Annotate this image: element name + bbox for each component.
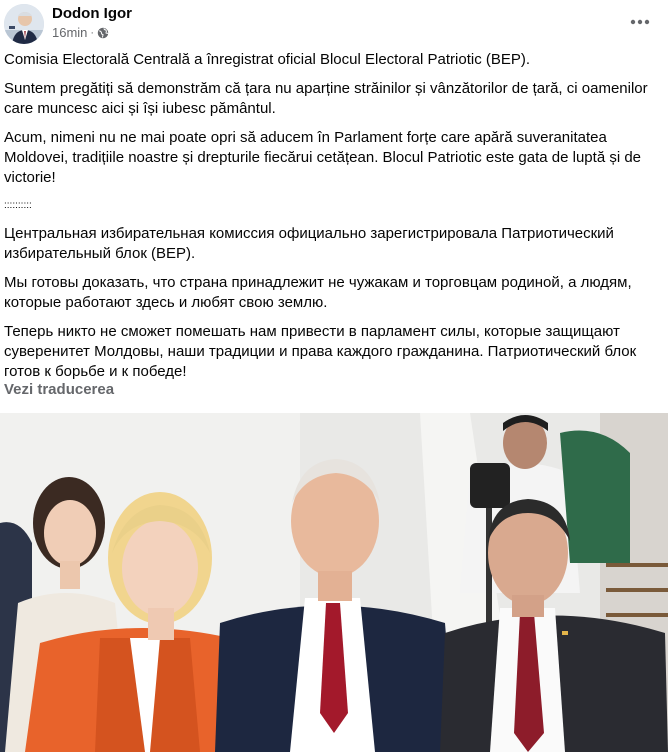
author-name[interactable]: Dodon Igor [52,5,132,22]
group-photo-illustration [0,413,668,752]
more-horizontal-icon [630,19,650,25]
paragraph-divider: :::::::::: [4,200,32,211]
paragraph-ro-2: Suntem pregătiți să demonstrăm că țara nu aparține străinilor și vânzătorilor de țară, ci oamenilor care muncesc aici și își iubesc pământul. [4,80,648,117]
post-meta [52,25,109,40]
author-avatar[interactable] [4,4,44,44]
post-header [0,0,668,48]
post-timestamp[interactable]: 16min [52,25,88,40]
paragraph-ru-1: Центральная избирательная комиссия официально зарегистрировала Патриотический избирательный блок (BEP). [4,225,614,262]
paragraph-ru-3: Теперь никто не сможет помешать нам привести в парламент силы, которые защищают суверенитет Молдовы, наши традиции и права каждого гражданина. Патриотический блок готов к борьбе и к победе! [4,323,637,380]
more-options-button[interactable] [626,8,654,36]
post-message [4,50,654,391]
paragraph-ru-2: Мы готовы доказать, что страна принадлежит не чужакам и торговцам родиной, а людям, которые работают здесь и любят свою землю. [4,274,632,311]
globe-icon[interactable] [97,27,109,39]
paragraph-ro-1: Comisia Electorală Centrală a înregistrat oficial Blocul Electoral Patriotic (BEP). [4,51,531,68]
meta-separator: · [90,26,95,39]
see-translation-link[interactable]: Vezi traducerea [4,381,115,398]
paragraph-ro-3: Acum, nimeni nu ne mai poate opri să aducem în Parlament forțe care apără suveranitatea Moldovei, tradițiile noastre și drepturile fiecărui cetățean. Blocul Patriotic este gata de luptă și de victorie! [4,129,642,186]
post-photo[interactable] [0,413,668,752]
